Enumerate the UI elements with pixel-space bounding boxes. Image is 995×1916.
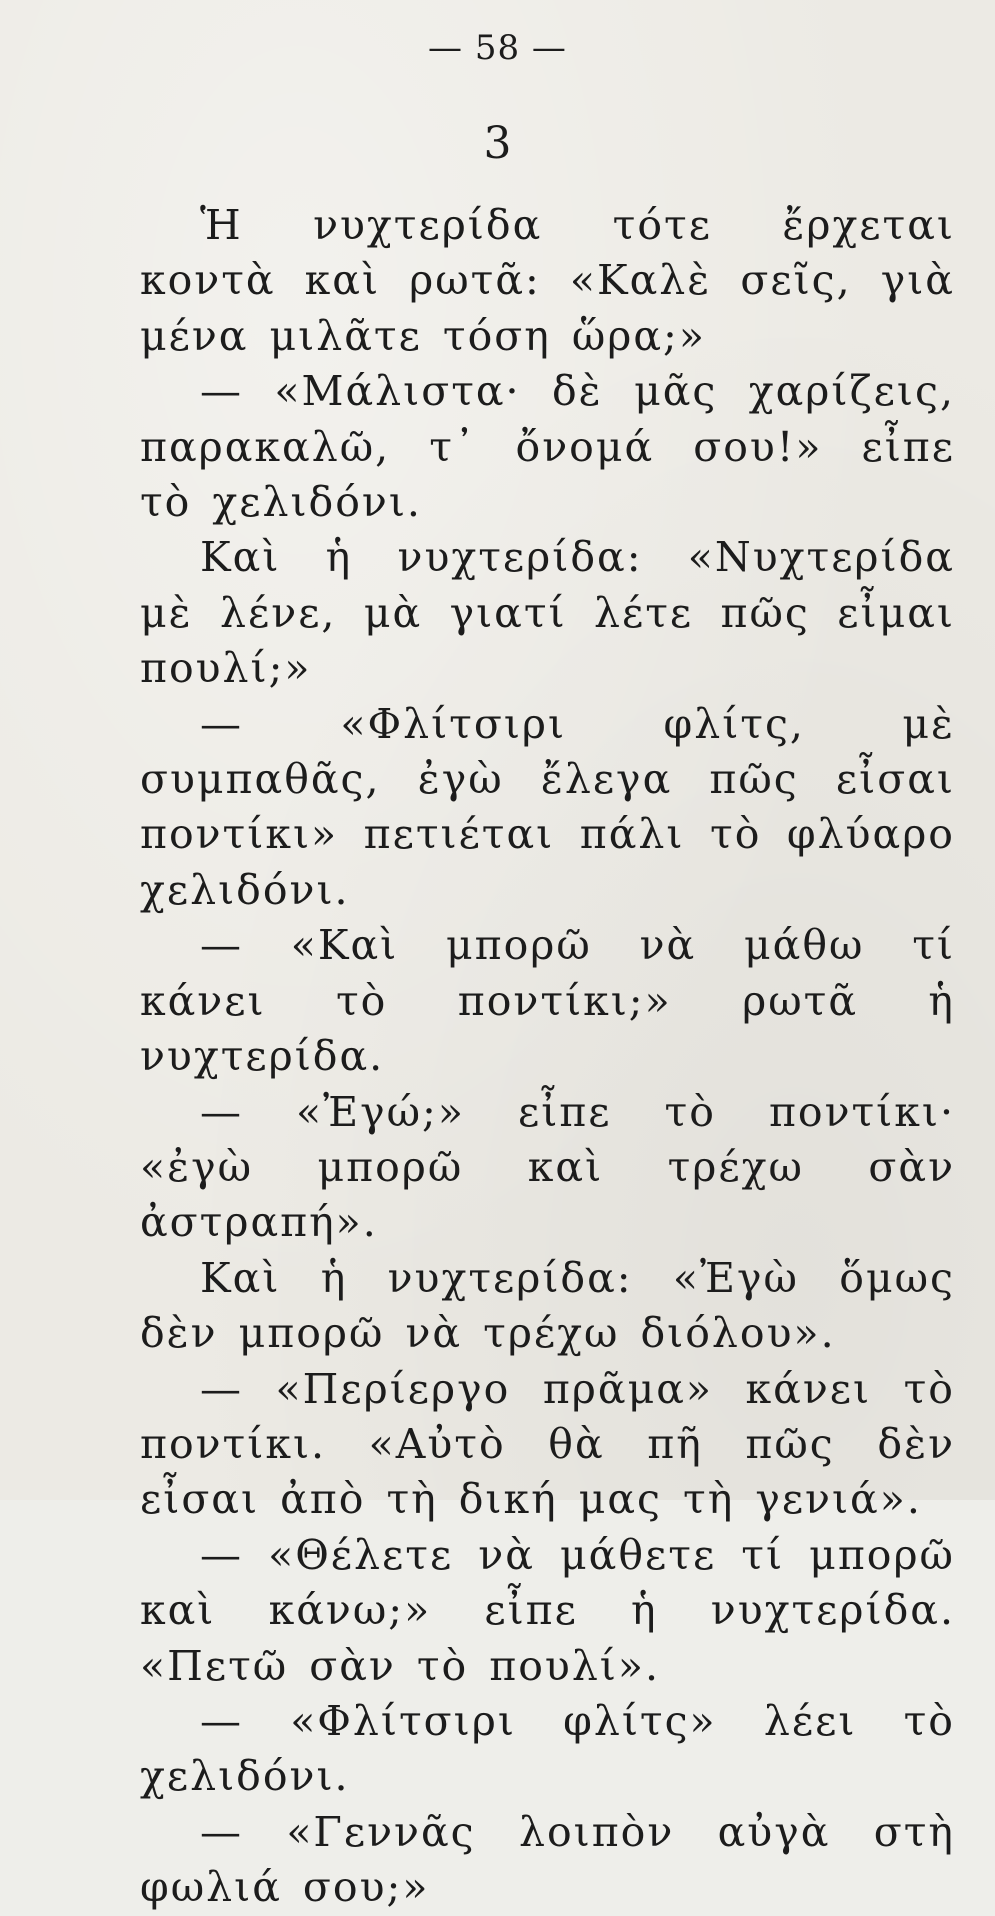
paragraph: — «Μάλιστα· δὲ μᾶς χαρίζεις, παρακαλῶ, τ᾽ ὄνομά σου!» εἶπε τὸ χελιδόνι. xyxy=(140,367,955,527)
paragraph: Ἡ νυχτερίδα τότε ἔρχεται κοντὰ καὶ ρωτᾶ: «Καλὲ σεῖς, γιὰ μένα μιλᾶτε τόση ὥρα;» xyxy=(140,201,955,360)
paragraph: — «Ἐγώ;» εἶπε τὸ ποντίκι· «ἐγὼ μπορῶ καὶ τρέχω σὰν ἀστραπή». xyxy=(140,1087,955,1247)
paragraph: Καὶ ἡ νυχτερίδα: «Ἐγὼ ὅμως δὲν μπορῶ νὰ τρέχω διόλου». xyxy=(140,1253,955,1358)
paragraph: — «Καὶ μπορῶ νὰ μάθω τί κάνει τὸ ποντίκι;» ρωτᾶ ἡ νυχτερίδα. xyxy=(140,921,955,1081)
paragraph: — «Θέλετε νὰ μάθετε τί μπορῶ καὶ κάνω;» εἶπε ἡ νυχτερίδα. «Πετῶ σὰν τὸ πουλί». xyxy=(140,1530,955,1690)
paragraph: — «Περίεργο πρᾶμα» κάνει τὸ ποντίκι. «Αὐτὸ θὰ πῆ πῶς δὲν εἶσαι ἀπὸ τὴ δική μας τὴ γενιά». xyxy=(140,1364,955,1524)
story-text xyxy=(140,198,955,1916)
chapter-number: 3 xyxy=(483,118,512,169)
paragraph: — «Φλίτσιρι φλίτς, μὲ συμπαθᾶς, ἐγὼ ἔλεγα πῶς εἶσαι ποντίκι» πετιέται πάλι τὸ φλύαρο χελιδόνι. xyxy=(140,699,955,914)
paragraph: Καὶ ἡ νυχτερίδα: «Νυχτερίδα μὲ λένε, μὰ γιατί λέτε πῶς εἶμαι πουλί;» xyxy=(140,533,955,693)
paragraph: — «Γεννᾶς λοιπὸν αὐγὰ στὴ φωλιά σου;» xyxy=(140,1807,955,1912)
paragraph: — «Φλίτσιρι φλίτς» λέει τὸ χελιδόνι. xyxy=(140,1696,955,1801)
page-number: — 58 — xyxy=(428,28,567,68)
